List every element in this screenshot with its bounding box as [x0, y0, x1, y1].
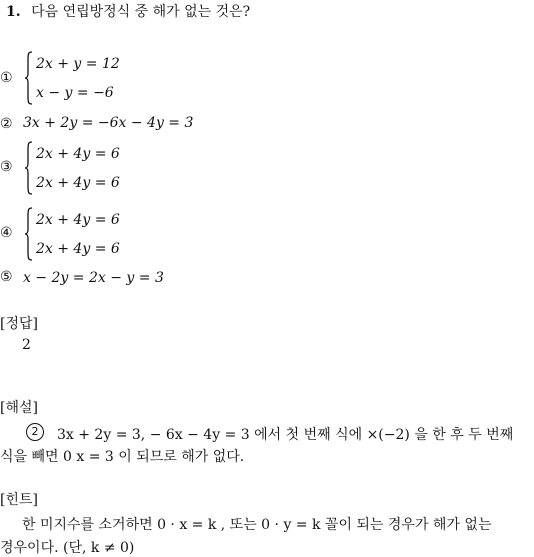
choice-3-marker: ③ [0, 159, 13, 175]
choice-5-eq: x − 2y = 2x − y = 3 [23, 270, 164, 286]
answer-value: 2 [22, 337, 31, 353]
hint-label: [힌트] [0, 492, 38, 508]
hint-line-2: 경우이다. (단, k ≠ 0) [0, 540, 135, 556]
hint-line-1: 한 미지수를 소거하면 0 · x = k , 또는 0 · y = k 꼴이 되는 경우가 해가 없는 [22, 517, 492, 533]
choice-1-system [24, 51, 224, 111]
choice-5-marker: ⑤ [0, 269, 13, 285]
explanation-label: [해설] [0, 400, 38, 416]
choice-3-system [24, 141, 224, 201]
answer-label: [정답] [0, 316, 38, 332]
choice-4-marker: ④ [0, 225, 13, 241]
choice-4-eq-2: 2x + 4y = 6 [36, 241, 120, 257]
question-line [6, 1, 250, 21]
explanation-line-2: 식을 빼면 0 x = 3 이 되므로 해가 없다. [0, 449, 245, 465]
question-number: 1. [6, 4, 21, 20]
choice-1-eq-2: x − y = −6 [36, 85, 114, 101]
choice-1-eq-1: 2x + y = 12 [36, 56, 120, 72]
choice-4-eq-1: 2x + 4y = 6 [36, 212, 120, 228]
left-brace-icon [24, 207, 33, 261]
explanation-circled-marker [26, 423, 44, 441]
choice-2-eq: 3x + 2y = −6x − 4y = 3 [23, 115, 194, 131]
choice-3-eq-1: 2x + 4y = 6 [36, 146, 120, 162]
explanation-marker-number: 2 [31, 425, 39, 438]
left-brace-icon [24, 51, 33, 105]
choice-1-marker: ① [0, 70, 13, 86]
left-brace-icon [24, 141, 33, 195]
choice-4-system [24, 207, 224, 267]
choice-3-eq-2: 2x + 4y = 6 [36, 175, 120, 191]
explanation-line-1: 3x + 2y = 3, − 6x − 4y = 3 에서 첫 번째 식에 ×(−2) 을 한 후 두 번째 [57, 427, 514, 443]
choice-2-marker: ② [0, 116, 13, 132]
question-text: 다음 연립방정식 중 해가 없는 것은? [31, 4, 251, 20]
